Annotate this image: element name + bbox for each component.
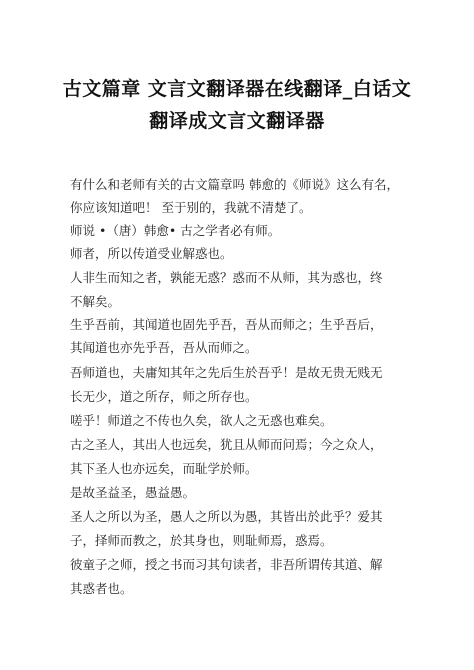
- body-line: 生乎吾前，其闻道也固先乎吾，吾从而师之；生乎吾后，: [70, 317, 383, 332]
- body-line: 吾师道也，夫庸知其年之先后生於吾乎！是故无贵无贱无: [70, 365, 383, 380]
- body-line: 是故圣益圣，愚益愚。: [70, 485, 196, 500]
- body-line: 其惑者也。: [70, 581, 133, 596]
- body-line: 师说 •（唐）韩愈• 古之学者必有师。: [70, 223, 281, 238]
- page-title-line-1: 古文篇章 文言文翻译器在线翻译_白话文: [62, 78, 412, 100]
- body-line: 古之圣人，其出人也远矣，犹且从师而问焉；今之众人，: [70, 437, 383, 452]
- body-line: 长无少，道之所存，师之所存也。: [70, 389, 258, 404]
- body-line: 师者，所以传道受业解惑也。: [70, 246, 233, 261]
- body-line: 你应该知道吧！ 至于别的，我就不清楚了。: [70, 200, 312, 215]
- body-line: 不解矣。: [70, 294, 121, 309]
- body-line: 嗟乎！师道之不传也久矣，欲人之无惑也难矣。: [70, 413, 333, 428]
- body-line: 圣人之所以为圣，愚人之所以为愚，其皆出於此乎？爱其: [70, 509, 383, 524]
- body-line: 彼童子之师，授之书而习其句读者，非吾所谓传其道、解: [70, 557, 383, 572]
- body-line: 有什么和老师有关的古文篇章吗 韩愈的《师说》这么有名，: [70, 177, 399, 192]
- body-line: 人非生而知之者，孰能无惑？惑而不从师，其为惑也，终: [70, 270, 383, 285]
- page-title-line-2: 翻译成文言文翻译器: [149, 110, 325, 132]
- body-line: 其闻道也亦先乎吾，吾从而师之。: [70, 340, 258, 355]
- body-line: 子，择师而教之，於其身也，则耻师焉，惑焉。: [70, 533, 333, 548]
- body-line: 其下圣人也亦远矣，而耻学於师。: [70, 461, 258, 476]
